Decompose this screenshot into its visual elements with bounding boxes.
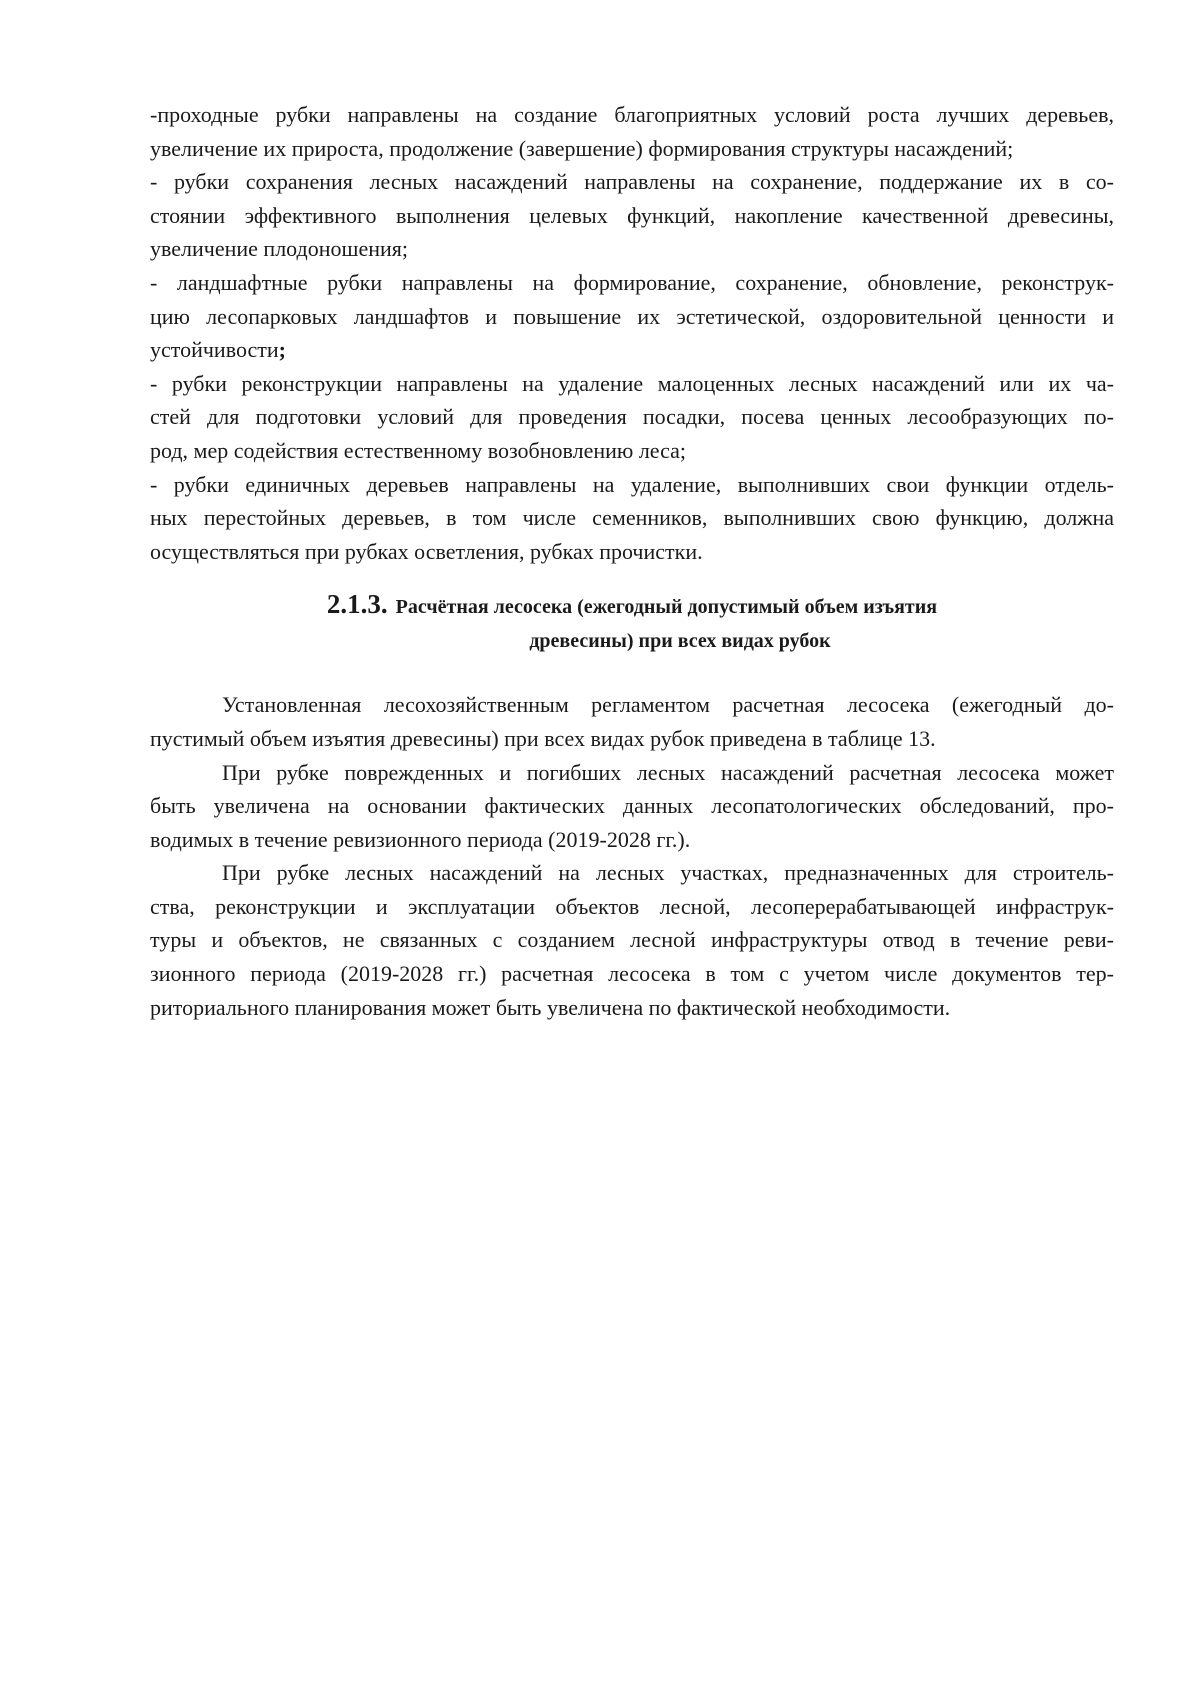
text-line: При рубке лесных насаждений на лесных участках, предназначенных для строитель- (222, 860, 1114, 886)
section-heading (150, 587, 1114, 658)
text-line: -проходные рубки направлены на создание благоприятных условий роста лучших деревьев, (150, 102, 1114, 127)
section-title-part-2: древесины) при всех видах рубок (529, 630, 831, 653)
text-fragment: устойчивости (150, 337, 279, 363)
list-item (150, 266, 1114, 367)
text-line: цию лесопарковых ландшафтов и повышение их эстетической, оздоровительной ценности и (150, 303, 1114, 329)
text-line: увеличение плодоношения; (150, 236, 408, 262)
text-line: - ландшафтные рубки направлены на формирование, сохранение, обновление, реконструк- (150, 269, 1114, 295)
list-item (150, 367, 1114, 468)
text-line: осуществляться при рубках осветления, рубках прочистки. (150, 538, 703, 564)
paragraph (150, 856, 1114, 1024)
text-line: пустимый объем изъятия древесины) при всех видах рубок приведена в таблице 13. (150, 725, 936, 751)
text-line: - рубки сохранения лесных насаждений направлены на сохранение, поддержание их в со- (150, 169, 1114, 195)
text-line: род, мер содействия естественному возобновлению леса; (150, 437, 687, 463)
text-line: - рубки единичных деревьев направлены на удаление, выполнивших свои функции отдель- (150, 471, 1114, 497)
text-line: риториального планирования может быть увеличена по фактической необходимости. (150, 994, 951, 1020)
section-title-part-1: Расчётная лесосека (ежегодный допустимый объем изъятия (395, 596, 938, 619)
section-number: 2.1.3. (326, 589, 388, 620)
text-line: стей для подготовки условий для проведения посадки, посева ценных лесообразующих по- (150, 404, 1114, 430)
text-line: стоянии эффективного выполнения целевых функций, накопление качественной древесины, (150, 202, 1114, 228)
text-line: водимых в течение ревизионного периода (2019-2028 гг.). (150, 826, 691, 852)
list-item (150, 165, 1114, 266)
paragraph (150, 688, 1114, 755)
bullet-list (150, 98, 1114, 568)
body-text (150, 688, 1114, 1024)
list-item (150, 468, 1114, 569)
document-page (150, 98, 1114, 1024)
text-fragment-bold: ; (278, 337, 286, 363)
paragraph (150, 756, 1114, 857)
text-line: увеличение их прироста, продолжение (завершение) формирования структуры насаждений; (150, 135, 1014, 161)
text-line: быть увеличена на основании фактических данных лесопатологических обследований, про- (150, 793, 1114, 819)
text-line: ства, реконструкции и эксплуатации объектов лесной, лесоперерабатывающей инфраструк- (150, 893, 1114, 919)
text-line: ных перестойных деревьев, в том числе семенников, выполнивших свою функцию, должна (150, 505, 1114, 531)
text-line: туры и объектов, не связанных с созданием лесной инфраструктуры отвод в течение реви- (150, 927, 1114, 953)
text-line: зионного периода (2019-2028 гг.) расчетная лесосека в том с учетом числе документов тер- (150, 961, 1114, 987)
text-line (150, 333, 1114, 367)
text-line: - рубки реконструкции направлены на удаление малоценных лесных насаждений или их ча- (150, 370, 1114, 396)
text-line: Установленная лесохозяйственным регламентом расчетная лесосека (ежегодный до- (222, 692, 1114, 718)
text-line: При рубке поврежденных и погибших лесных насаждений расчетная лесосека может (222, 759, 1114, 785)
list-item (150, 98, 1114, 165)
section-heading-line-1 (150, 587, 1114, 624)
